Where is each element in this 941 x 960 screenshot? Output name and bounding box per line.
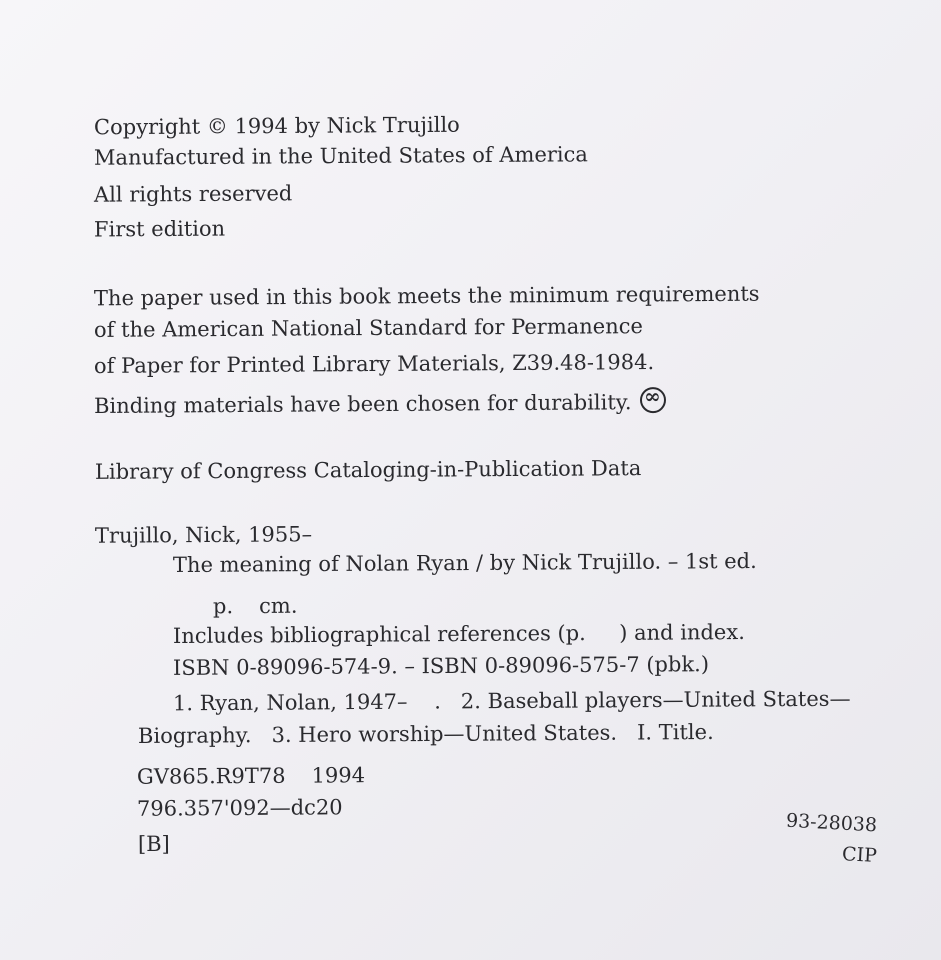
collation-size: cm.: [259, 593, 298, 618]
paper-note-line-3: of Paper for Printed Library Materials, Z39.48-1984.: [93, 350, 655, 378]
paper-note-line-2: of the American National Standard for Permanence: [93, 314, 643, 342]
collation-pages: p.: [212, 594, 234, 619]
edition-line: First edition: [93, 216, 226, 242]
cip-subjects-2: Biography. 3. Hero worship—United States. I. Title.: [137, 719, 714, 749]
infinity-circle-icon: [639, 387, 665, 413]
cip-label: CIP: [841, 843, 878, 867]
manufactured-line: Manufactured in the United States of America: [93, 142, 588, 170]
cip-heading: Library of Congress Cataloging-in-Publication Data: [94, 456, 642, 484]
cip-bracket: [B]: [137, 831, 170, 857]
cip-subjects-1: 1. Ryan, Nolan, 1947– . 2. Baseball players—United States—: [172, 686, 851, 716]
lc-year: 1994: [311, 763, 366, 788]
paper-note-line-4: [94, 387, 666, 417]
rights-line: All rights reserved: [93, 181, 293, 207]
cip-author: Trujillo, Nick, 1955–: [94, 522, 313, 548]
cip-control-number: 93-28038: [785, 809, 878, 837]
cip-lc-classification: [137, 765, 365, 788]
cip-title: The meaning of Nolan Ryan / by Nick Trujillo. – 1st ed.: [172, 548, 757, 578]
lc-class-number: GV865.R9T78: [136, 763, 286, 789]
cip-collation: [212, 593, 298, 619]
copyright-line: Copyright © 1994 by Nick Trujillo: [93, 112, 460, 140]
cip-dewey: 796.357'092—dc20: [136, 795, 343, 821]
paper-note-line-1: The paper used in this book meets the minimum requirements: [93, 281, 760, 311]
cip-isbn: ISBN 0-89096-574-9. – ISBN 0-89096-575-7 (pbk.): [172, 652, 710, 680]
cip-notes: Includes bibliographical references (p. ) and index.: [172, 620, 745, 648]
durability-text: Binding materials have been chosen for durability.: [93, 390, 632, 418]
